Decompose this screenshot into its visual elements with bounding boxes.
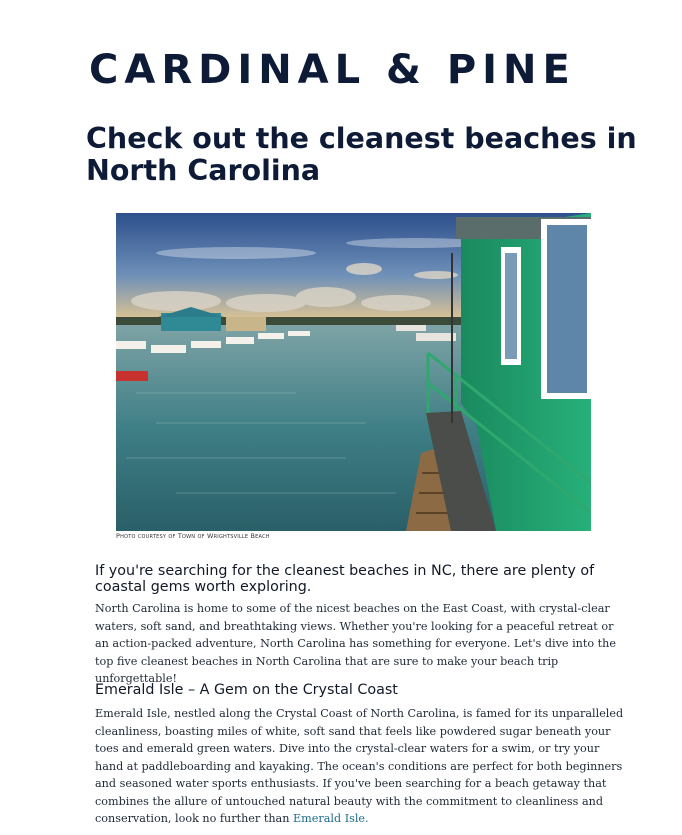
paragraph-emerald-isle — [95, 705, 625, 828]
photo-caption: Photo courtesy of Town of Wrightsville Beach — [116, 532, 270, 540]
article-intro: If you're searching for the cleanest beaches in NC, there are plenty of coastal gems worth exploring. — [95, 563, 595, 595]
section-heading-emerald-isle: Emerald Isle – A Gem on the Crystal Coast — [95, 682, 398, 698]
article-headline: Check out the cleanest beaches in North Carolina — [86, 122, 637, 187]
paragraph-emerald-isle-text: Emerald Isle, nestled along the Crystal Coast of North Carolina, is famed for its unparalleled cleanliness, boasting miles of white, soft sand that feels like powdered sugar beneath your toes and emerald green waters. Dive into the crystal-clear waters for a swim, or try your hand at paddleboarding and kayaking. The ocean's conditions are perfect for both beginners and seasoned water sports enthusiasts. If you've been searching for a beach getaway that combines the allure of untouched natural beauty with the commitment to cleanliness and conservation, look no further than — [95, 707, 624, 825]
emerald-isle-link[interactable]: Emerald Isle. — [292, 812, 369, 825]
paragraph-intro: North Carolina is home to some of the nicest beaches on the East Coast, with crystal-clear waters, soft sand, and breathtaking views. Whether you're looking for a peaceful retreat or an action-packed adventure, North Carolina has something for everyone. Let's dive into the top five cleanest beaches in North Carolina that are sure to make your beach trip unforgettable! — [95, 602, 616, 685]
hero-photo — [116, 213, 591, 531]
site-logo[interactable]: CARDINAL & PINE — [89, 47, 576, 93]
